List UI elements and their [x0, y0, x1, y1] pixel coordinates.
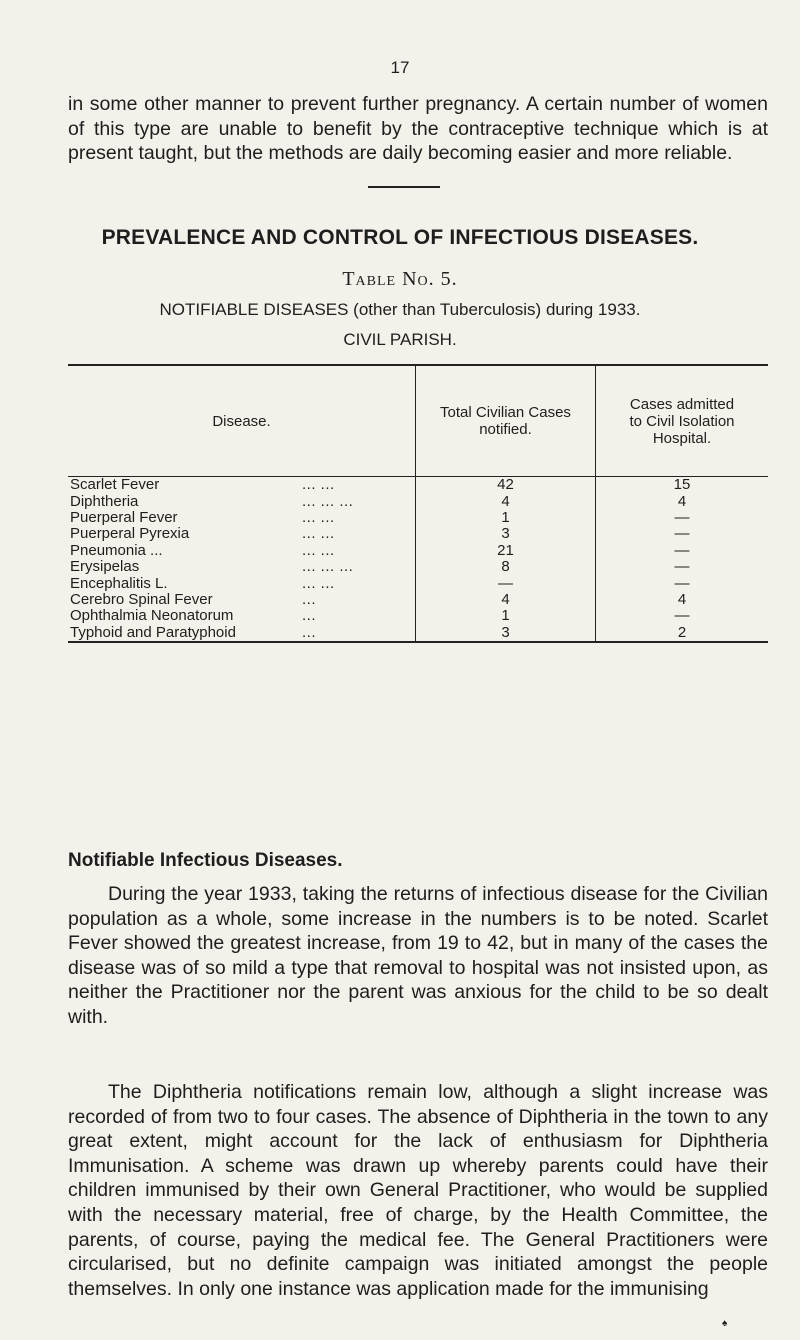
total-cases: 3: [416, 625, 596, 642]
total-cases: 1: [416, 510, 596, 526]
total-cases: 21: [416, 543, 596, 559]
header-total-cases: Total Civilian Cases notified.: [416, 365, 596, 477]
disease-name: Puerperal Fever: [70, 508, 178, 526]
disease-name: Ophthalmia Neonatorum: [70, 607, 234, 625]
subheading: Notifiable Infectious Diseases.: [68, 850, 343, 871]
leader-dots: ... ...: [302, 476, 335, 494]
leader-dots: ...: [302, 623, 317, 641]
disease-name: Erysipelas: [70, 558, 140, 576]
admitted-cases: —: [674, 607, 690, 625]
leader-dots: ... ... ...: [302, 558, 354, 576]
table-subcaption: CIVIL PARISH.: [343, 330, 457, 349]
notifiable-diseases-table: [68, 364, 768, 643]
admitted-cases: 2: [677, 623, 687, 641]
admitted-cases: —: [674, 508, 690, 526]
total-cases: 1: [416, 608, 596, 624]
leader-dots: ... ...: [302, 508, 335, 526]
disease-name: Diphtheria: [70, 492, 139, 510]
table-row: [68, 493, 768, 509]
table-title: Table No. 5.: [342, 268, 458, 290]
admitted-cases: 4: [677, 590, 687, 608]
total-cases: 8: [416, 559, 596, 575]
leader-dots: ... ...: [302, 541, 335, 559]
leader-dots: ... ... ...: [302, 492, 354, 510]
disease-name: Puerperal Pyrexia: [70, 525, 190, 543]
table-row: [68, 608, 768, 624]
admitted-cases: —: [674, 541, 690, 559]
intro-paragraph: in some other manner to prevent further pregnancy. A certain number of women of this type are unable to benefit by the contraceptive technique which is at present taught, but the methods are daily becoming easier and more reliable.: [68, 93, 768, 165]
table-row: [68, 559, 768, 575]
header-disease: Disease.: [68, 365, 416, 477]
disease-name: Cerebro Spinal Fever: [70, 590, 213, 608]
admitted-cases: 4: [677, 492, 687, 510]
table-row: [68, 543, 768, 559]
table-row: [68, 477, 768, 494]
disease-name: Scarlet Fever: [70, 476, 160, 494]
paragraph-scarlet-fever: During the year 1933, taking the returns of infectious disease for the Civilian population as a whole, some increase in the numbers is to be noted. Scarlet Fever showed the greatest increase, from 19 to 42, but in many of the cases the disease was of so mild a type that removal to hospital was not insisted upon, as neither the Practitioner nor the parent was anxious for the child to be so dealt with.: [68, 883, 768, 1028]
table-caption: NOTIFIABLE DISEASES (other than Tuberculosis) during 1933.: [159, 300, 641, 319]
table-row: [68, 526, 768, 542]
header-admitted-cases: Cases admitted to Civil Isolation Hospital.: [596, 365, 769, 477]
disease-name: Pneumonia ...: [70, 541, 163, 559]
table-row: [68, 510, 768, 526]
section-title: PREVALENCE AND CONTROL OF INFECTIOUS DISEASES.: [101, 226, 699, 249]
table-header-row: [68, 365, 768, 477]
leader-dots: ... ...: [302, 525, 335, 543]
disease-name: Encephalitis L.: [70, 574, 168, 592]
admitted-cases: —: [674, 574, 690, 592]
total-cases: 3: [416, 526, 596, 542]
paragraph-diphtheria: The Diphtheria notifications remain low, although a slight increase was recorded of from two to four cases. The absence of Diphtheria in the town to any great extent, might account for the lack of enthusiasm for Diphtheria Immunisation. A scheme was drawn up whereby parents could have their children immunised by their own General Practitioner, who would be supplied with the necessary material, free of charge, by the Health Committee, the parents, of course, paying the medical fee. The General Practitioners were circularised, but no definite campaign was initiated amongst the people themselves. In only one instance was application made for the immunising: [68, 1081, 768, 1300]
admitted-cases: —: [674, 525, 690, 543]
admitted-cases: 15: [673, 476, 691, 494]
total-cases: —: [416, 575, 596, 591]
leader-dots: ...: [302, 590, 317, 608]
table-row: [68, 625, 768, 642]
leader-dots: ...: [302, 607, 317, 625]
total-cases: 4: [416, 592, 596, 608]
page-number: 17: [390, 58, 410, 77]
disease-name: Typhoid and Paratyphoid: [70, 623, 236, 641]
total-cases: 42: [416, 477, 596, 494]
leader-dots: ... ...: [302, 574, 335, 592]
total-cases: 4: [416, 493, 596, 509]
admitted-cases: —: [674, 558, 690, 576]
section-divider: [368, 186, 440, 188]
table-row: [68, 592, 768, 608]
table-body: [68, 477, 768, 642]
table-row: [68, 575, 768, 591]
bottom-mark: ♠: [722, 1318, 728, 1329]
